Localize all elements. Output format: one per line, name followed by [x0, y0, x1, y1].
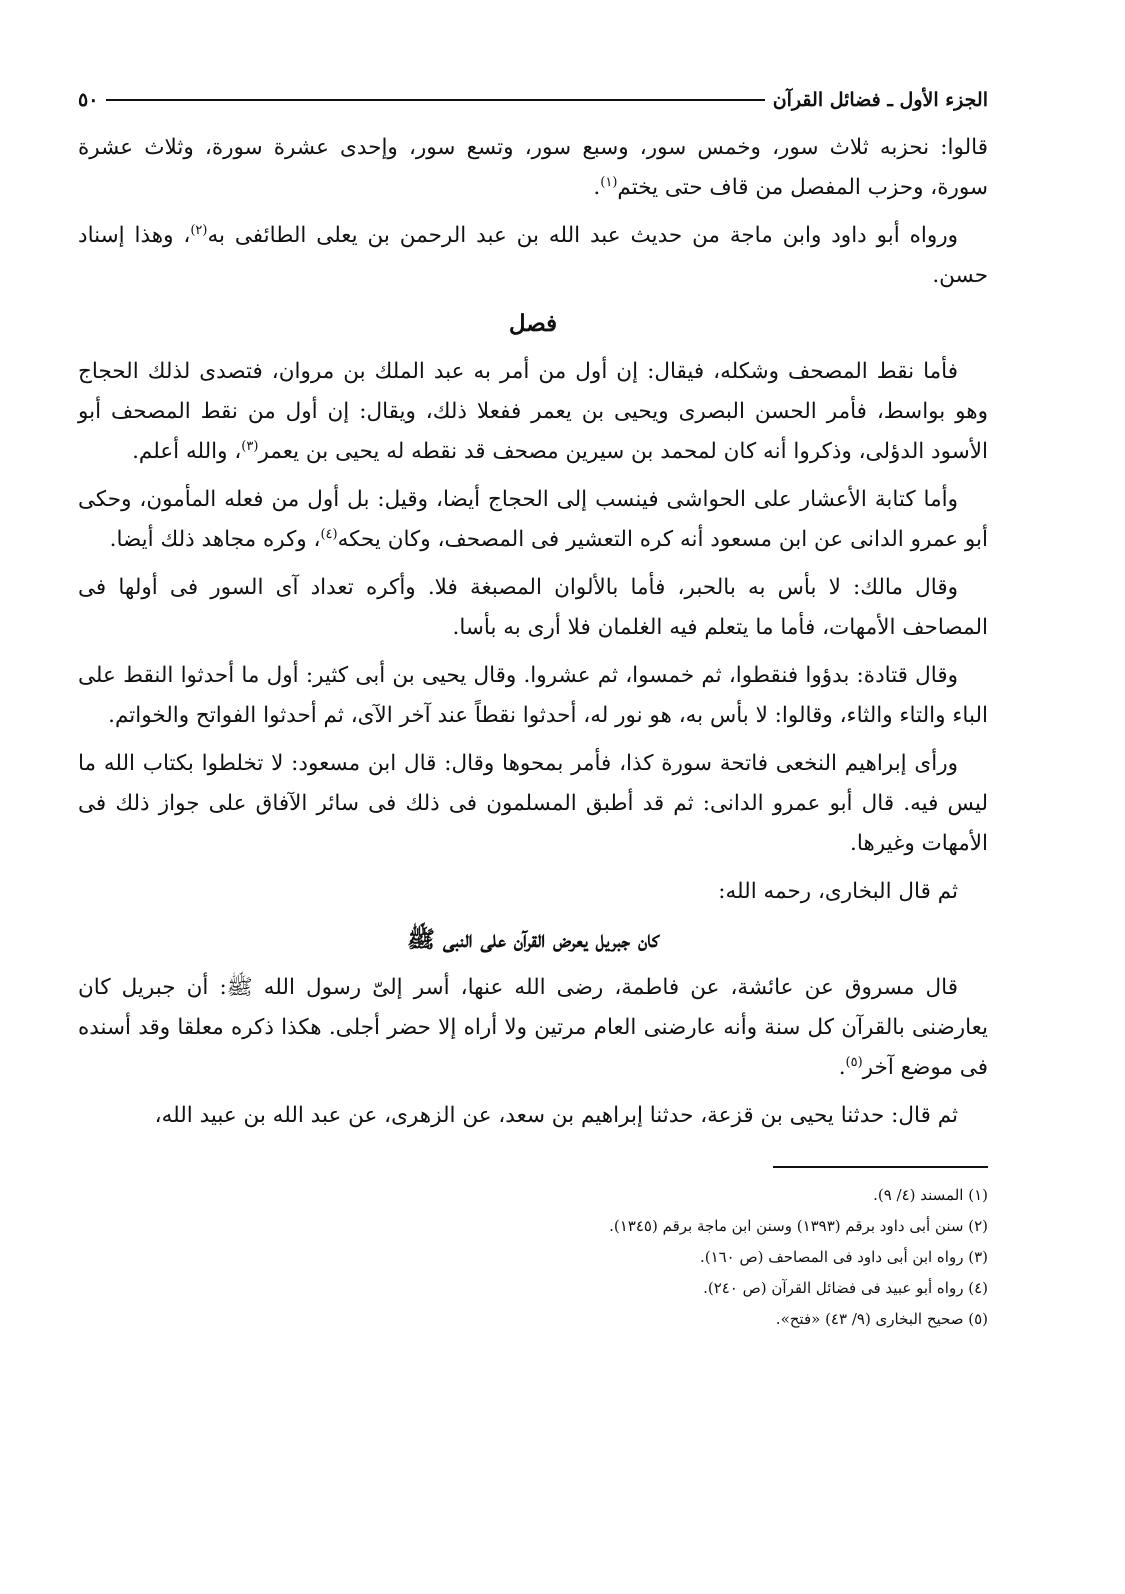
footnote-separator — [773, 1166, 988, 1168]
paragraph: وقال قتادة: بدؤوا فنقطوا، ثم خمسوا، ثم عشروا. وقال يحيى بن أبى كثير: أول ما أحدثوا النقط على الباء والتاء والثاء، وقالوا: لا بأس به، هو نور له، أحدثوا نقطاً عند آخر الآى، ثم أحدثوا الفواتح والخواتم. — [78, 663, 988, 728]
paragraph: وأما كتابة الأعشار على الحواشى فينسب إلى الحجاج أيضا، وقيل: بل أول من فعله المأمون، وحكى أبو عمرو الدانى عن ابن مسعود أنه كره التعشير فى المصحف، وكان يحكه$^{(٤)}$، وكره مجاهد ذلك أيضا. — [78, 487, 988, 552]
paragraph: فأما نقط المصحف وشكله، فيقال: إن أول من أمر به عبد الملك بن مروان، فتصدى لذلك الحجاج وهو بواسط، فأمر الحسن البصرى ويحيى بن يعمر ففعلا ذلك، ويقال: إن أول من نقط المصحف أبو الأسود الدؤلى، وذكروا أنه كان لمحمد بن سيرين مصحف قد نقطه له يحيى بن يعمر$^{(٣)}$، والله أعلم. — [78, 359, 988, 464]
footnote-marker: (١) — [600, 174, 618, 190]
footnote-marker: (٥) — [845, 1054, 863, 1070]
footnote-marker: (٣) — [241, 438, 259, 454]
paragraph: قال مسروق عن عائشة، عن فاطمة، رضى الله عنها، أسر إلىّ رسول الله ﷺ: أن جبريل كان يعارضنى بالقرآن كل سنة وأنه عارضنى العام مرتين ولا أراه إلا حضر أجلى. هكذا ذكره معلقا وقد أسنده فى موضع آخر$^{(٥)}$. — [78, 975, 988, 1080]
paragraph: وقال مالك: لا بأس به بالحبر، فأما بالألوان المصبغة فلا. وأكره تعداد آى السور فى أولها فى المصاحف الأمهات، فأما ما يتعلم فيه الغلمان فلا أرى به بأسا. — [78, 575, 988, 640]
header-rule — [106, 99, 764, 101]
page-header — [78, 82, 988, 118]
footnote-marker: (٢) — [190, 222, 208, 238]
book-page — [78, 82, 988, 1335]
main-text — [78, 128, 988, 1136]
running-title: الجزء الأول ـ فضائل القرآن — [772, 89, 988, 111]
paragraph: ثم قال: حدثنا يحيى بن قزعة، حدثنا إبراهيم بن سعد، عن الزهرى، عن عبد الله بن عبيد الله، — [154, 1103, 958, 1128]
section-heading: فصل — [508, 310, 558, 337]
footnote: (٤) رواه أبو عبيد فى فضائل القرآن (ص ٢٤٠). — [703, 1279, 988, 1297]
chapter-heading: كان جبريل يعرض القرآن على النبى ﷺ — [407, 926, 659, 953]
page-number: ٥٠ — [78, 89, 99, 111]
paragraph: ثم قال البخارى، رحمه الله: — [718, 879, 958, 904]
footnote: (٥) صحيح البخارى (٩/ ٤٣) «فتح». — [775, 1310, 988, 1328]
footnote: (٣) رواه ابن أبى داود فى المصاحف (ص ١٦٠). — [699, 1248, 988, 1266]
footnotes — [78, 1180, 988, 1335]
footnote: (٢) سنن أبى داود برقم (١٣٩٣) وسنن ابن ماجة برقم (١٣٤٥). — [609, 1217, 988, 1235]
paragraph: ورواه أبو داود وابن ماجة من حديث عبد الله بن عبد الرحمن بن يعلى الطائفى به$^{(٢)}$، وهذا إسناد حسن. — [78, 222, 988, 288]
footnote: (١) المسند (٤/ ٩). — [873, 1186, 988, 1204]
paragraph: قالوا: نحزبه ثلاث سور، وخمس سور، وسبع سور، وتسع سور، وإحدى عشرة سورة، وثلاث عشرة سورة، وحزب المفصل من قاف حتى يختم$^{(١)}$. — [78, 135, 988, 200]
footnote-marker: (٤) — [320, 526, 338, 542]
paragraph: ورأى إبراهيم النخعى فاتحة سورة كذا، فأمر بمحوها وقال: قال ابن مسعود: لا تخلطوا بكتاب الله ما ليس فيه. قال أبو عمرو الدانى: ثم قد أطبق المسلمون فى ذلك فى سائر الآفاق على جواز ذلك فى الأمهات وغيرها. — [78, 751, 988, 856]
